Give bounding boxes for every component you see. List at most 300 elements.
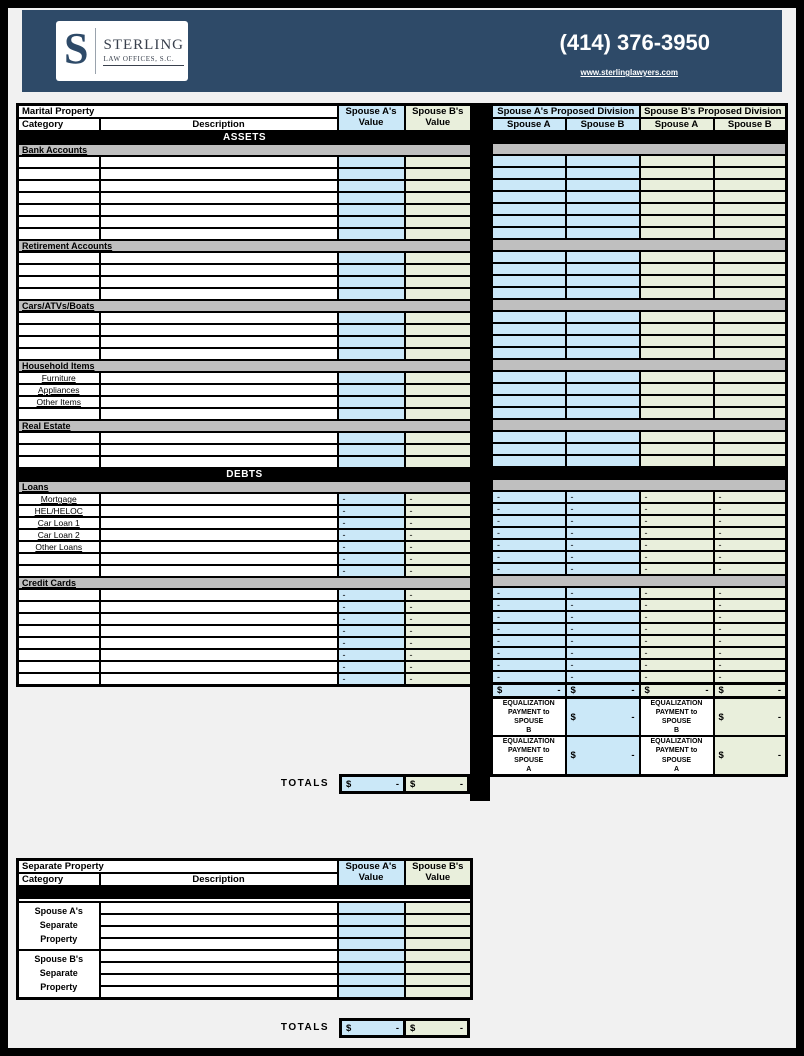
- value-cell-spouse-a[interactable]: [338, 914, 405, 926]
- division-value-cell[interactable]: [640, 251, 714, 263]
- value-cell-spouse-a[interactable]: [338, 396, 405, 408]
- category-cell[interactable]: [18, 673, 100, 686]
- division-value-cell[interactable]: [566, 251, 640, 263]
- category-cell[interactable]: [18, 649, 100, 661]
- category-cell[interactable]: [18, 625, 100, 637]
- division-value-cell[interactable]: [640, 155, 714, 167]
- description-cell[interactable]: [100, 288, 338, 300]
- division-value-cell[interactable]: [566, 155, 640, 167]
- description-cell[interactable]: [100, 673, 338, 686]
- division-value-cell[interactable]: [492, 347, 566, 359]
- division-value-cell[interactable]: -: [640, 647, 714, 659]
- value-cell-spouse-a[interactable]: [338, 974, 405, 986]
- description-cell[interactable]: [100, 456, 338, 468]
- value-cell-spouse-b[interactable]: [405, 216, 472, 228]
- division-value-cell[interactable]: -: [640, 671, 714, 684]
- value-cell-spouse-a[interactable]: [338, 444, 405, 456]
- division-value-cell[interactable]: -: [714, 611, 787, 623]
- division-value-cell[interactable]: -: [640, 623, 714, 635]
- value-cell-spouse-b[interactable]: -: [405, 637, 472, 649]
- division-value-cell[interactable]: [714, 431, 787, 443]
- category-cell[interactable]: [18, 348, 100, 360]
- value-cell-spouse-a[interactable]: [338, 276, 405, 288]
- description-cell[interactable]: [100, 252, 338, 264]
- value-cell-spouse-b[interactable]: [405, 372, 472, 384]
- value-cell-spouse-b[interactable]: -: [405, 541, 472, 553]
- division-value-cell[interactable]: -: [640, 611, 714, 623]
- description-cell[interactable]: [100, 553, 338, 565]
- division-value-cell[interactable]: -: [492, 587, 566, 599]
- category-cell[interactable]: [18, 264, 100, 276]
- division-value-cell[interactable]: [714, 155, 787, 167]
- marital-total-spouse-a[interactable]: [339, 774, 406, 794]
- division-value-cell[interactable]: [640, 167, 714, 179]
- division-value-cell[interactable]: -: [714, 503, 787, 515]
- equalization-value-cell[interactable]: [566, 736, 640, 775]
- value-cell-spouse-a[interactable]: -: [338, 661, 405, 673]
- value-cell-spouse-b[interactable]: -: [405, 565, 472, 577]
- value-cell-spouse-a[interactable]: [338, 192, 405, 204]
- value-cell-spouse-b[interactable]: [405, 336, 472, 348]
- value-cell-spouse-b[interactable]: -: [405, 529, 472, 541]
- division-value-cell[interactable]: [492, 443, 566, 455]
- category-cell[interactable]: [18, 432, 100, 444]
- description-cell[interactable]: [100, 372, 338, 384]
- category-cell[interactable]: [18, 168, 100, 180]
- division-value-cell[interactable]: [640, 203, 714, 215]
- division-value-cell[interactable]: [714, 167, 787, 179]
- category-cell[interactable]: [18, 312, 100, 324]
- division-value-cell[interactable]: -: [492, 563, 566, 575]
- description-cell[interactable]: [100, 312, 338, 324]
- division-value-cell[interactable]: [566, 203, 640, 215]
- division-value-cell[interactable]: [714, 287, 787, 299]
- division-value-cell[interactable]: -: [714, 515, 787, 527]
- division-value-cell[interactable]: [640, 431, 714, 443]
- category-cell[interactable]: [18, 444, 100, 456]
- value-cell-spouse-b[interactable]: [405, 444, 472, 456]
- division-value-cell[interactable]: -: [714, 527, 787, 539]
- division-value-cell[interactable]: -: [566, 635, 640, 647]
- division-value-cell[interactable]: -: [492, 515, 566, 527]
- description-cell[interactable]: [100, 493, 338, 505]
- separate-total-spouse-a[interactable]: [339, 1018, 406, 1038]
- division-value-cell[interactable]: -: [640, 551, 714, 563]
- division-value-cell[interactable]: [492, 263, 566, 275]
- category-cell[interactable]: [18, 396, 100, 408]
- division-value-cell[interactable]: [714, 371, 787, 383]
- value-cell-spouse-a[interactable]: -: [338, 565, 405, 577]
- marital-total-spouse-b[interactable]: [403, 774, 470, 794]
- value-cell-spouse-b[interactable]: [405, 348, 472, 360]
- division-value-cell[interactable]: [492, 203, 566, 215]
- value-cell-spouse-b[interactable]: [405, 264, 472, 276]
- value-cell-spouse-b[interactable]: -: [405, 661, 472, 673]
- description-cell[interactable]: [100, 276, 338, 288]
- division-value-cell[interactable]: -: [714, 563, 787, 575]
- division-value-cell[interactable]: [492, 275, 566, 287]
- description-cell[interactable]: [100, 565, 338, 577]
- description-cell[interactable]: [100, 444, 338, 456]
- division-value-cell[interactable]: [714, 443, 787, 455]
- division-value-cell[interactable]: [640, 455, 714, 467]
- value-cell-spouse-b[interactable]: [405, 926, 472, 938]
- value-cell-spouse-b[interactable]: [405, 288, 472, 300]
- description-cell[interactable]: [100, 950, 338, 962]
- category-cell[interactable]: [18, 180, 100, 192]
- value-cell-spouse-b[interactable]: -: [405, 553, 472, 565]
- division-value-cell[interactable]: -: [714, 647, 787, 659]
- division-value-cell[interactable]: -: [566, 623, 640, 635]
- division-value-cell[interactable]: -: [492, 503, 566, 515]
- description-cell[interactable]: [100, 974, 338, 986]
- division-value-cell[interactable]: [492, 227, 566, 239]
- division-value-cell[interactable]: [640, 323, 714, 335]
- value-cell-spouse-a[interactable]: -: [338, 637, 405, 649]
- category-cell[interactable]: [18, 601, 100, 613]
- value-cell-spouse-a[interactable]: -: [338, 589, 405, 601]
- category-cell[interactable]: [18, 565, 100, 577]
- value-cell-spouse-b[interactable]: [405, 962, 472, 974]
- category-cell[interactable]: [18, 408, 100, 420]
- description-cell[interactable]: [100, 156, 338, 168]
- division-value-cell[interactable]: -: [640, 635, 714, 647]
- division-value-cell[interactable]: -: [492, 635, 566, 647]
- division-value-cell[interactable]: [714, 275, 787, 287]
- division-value-cell[interactable]: [566, 347, 640, 359]
- division-value-cell[interactable]: [566, 263, 640, 275]
- value-cell-spouse-a[interactable]: -: [338, 505, 405, 517]
- description-cell[interactable]: [100, 938, 338, 950]
- description-cell[interactable]: [100, 902, 338, 914]
- division-value-cell[interactable]: [714, 203, 787, 215]
- division-value-cell[interactable]: -: [492, 551, 566, 563]
- division-value-cell[interactable]: [566, 179, 640, 191]
- division-value-cell[interactable]: -: [566, 527, 640, 539]
- division-value-cell[interactable]: -: [566, 551, 640, 563]
- value-cell-spouse-a[interactable]: [338, 204, 405, 216]
- division-value-cell[interactable]: -: [714, 659, 787, 671]
- division-value-cell[interactable]: -: [566, 563, 640, 575]
- category-cell[interactable]: [18, 276, 100, 288]
- category-cell[interactable]: [18, 216, 100, 228]
- description-cell[interactable]: [100, 324, 338, 336]
- category-cell[interactable]: [18, 336, 100, 348]
- category-cell[interactable]: [18, 637, 100, 649]
- division-value-cell[interactable]: -: [492, 527, 566, 539]
- division-value-cell[interactable]: [714, 383, 787, 395]
- division-value-cell[interactable]: [714, 215, 787, 227]
- description-cell[interactable]: [100, 168, 338, 180]
- description-cell[interactable]: [100, 601, 338, 613]
- description-cell[interactable]: [100, 216, 338, 228]
- value-cell-spouse-b[interactable]: -: [405, 625, 472, 637]
- value-cell-spouse-b[interactable]: [405, 396, 472, 408]
- value-cell-spouse-a[interactable]: [338, 938, 405, 950]
- description-cell[interactable]: [100, 517, 338, 529]
- division-value-cell[interactable]: -: [492, 611, 566, 623]
- division-value-cell[interactable]: [492, 167, 566, 179]
- category-cell[interactable]: [18, 228, 100, 240]
- value-cell-spouse-b[interactable]: -: [405, 613, 472, 625]
- value-cell-spouse-a[interactable]: [338, 432, 405, 444]
- value-cell-spouse-a[interactable]: -: [338, 649, 405, 661]
- value-cell-spouse-b[interactable]: [405, 312, 472, 324]
- division-value-cell[interactable]: [492, 179, 566, 191]
- value-cell-spouse-b[interactable]: [405, 168, 472, 180]
- division-value-cell[interactable]: -: [714, 599, 787, 611]
- division-value-cell[interactable]: [492, 191, 566, 203]
- division-value-cell[interactable]: [566, 215, 640, 227]
- category-cell[interactable]: [18, 541, 100, 553]
- description-cell[interactable]: [100, 396, 338, 408]
- value-cell-spouse-b[interactable]: -: [405, 673, 472, 686]
- division-value-cell[interactable]: [566, 311, 640, 323]
- value-cell-spouse-b[interactable]: [405, 432, 472, 444]
- description-cell[interactable]: [100, 914, 338, 926]
- value-cell-spouse-b[interactable]: [405, 204, 472, 216]
- description-cell[interactable]: [100, 348, 338, 360]
- division-value-cell[interactable]: [640, 227, 714, 239]
- category-cell[interactable]: [18, 372, 100, 384]
- description-cell[interactable]: [100, 384, 338, 396]
- value-cell-spouse-a[interactable]: [338, 902, 405, 914]
- value-cell-spouse-a[interactable]: -: [338, 613, 405, 625]
- division-value-cell[interactable]: -: [714, 671, 787, 684]
- value-cell-spouse-a[interactable]: [338, 926, 405, 938]
- category-cell[interactable]: [18, 288, 100, 300]
- division-value-cell[interactable]: [566, 383, 640, 395]
- division-value-cell[interactable]: [640, 443, 714, 455]
- description-cell[interactable]: [100, 589, 338, 601]
- division-value-cell[interactable]: [640, 287, 714, 299]
- division-value-cell[interactable]: [492, 371, 566, 383]
- description-cell[interactable]: [100, 204, 338, 216]
- description-cell[interactable]: [100, 661, 338, 673]
- category-cell[interactable]: [18, 192, 100, 204]
- division-value-cell[interactable]: [714, 227, 787, 239]
- value-cell-spouse-a[interactable]: -: [338, 517, 405, 529]
- division-value-cell[interactable]: [714, 407, 787, 419]
- division-value-cell[interactable]: [492, 383, 566, 395]
- division-value-cell[interactable]: [640, 383, 714, 395]
- division-value-cell[interactable]: [714, 455, 787, 467]
- division-value-cell[interactable]: [640, 311, 714, 323]
- description-cell[interactable]: [100, 529, 338, 541]
- division-value-cell[interactable]: -: [492, 599, 566, 611]
- division-value-cell[interactable]: [492, 407, 566, 419]
- value-cell-spouse-b[interactable]: [405, 252, 472, 264]
- division-value-cell[interactable]: [640, 275, 714, 287]
- value-cell-spouse-a[interactable]: [338, 324, 405, 336]
- value-cell-spouse-b[interactable]: [405, 228, 472, 240]
- division-value-cell[interactable]: [566, 455, 640, 467]
- division-value-cell[interactable]: [640, 191, 714, 203]
- division-value-cell[interactable]: [714, 263, 787, 275]
- category-cell[interactable]: [18, 517, 100, 529]
- category-cell[interactable]: [18, 204, 100, 216]
- category-cell[interactable]: [18, 156, 100, 168]
- division-value-cell[interactable]: -: [640, 587, 714, 599]
- value-cell-spouse-b[interactable]: [405, 384, 472, 396]
- value-cell-spouse-b[interactable]: -: [405, 649, 472, 661]
- value-cell-spouse-b[interactable]: [405, 192, 472, 204]
- value-cell-spouse-a[interactable]: [338, 228, 405, 240]
- division-value-cell[interactable]: [566, 371, 640, 383]
- description-cell[interactable]: [100, 408, 338, 420]
- value-cell-spouse-b[interactable]: [405, 938, 472, 950]
- value-cell-spouse-a[interactable]: -: [338, 529, 405, 541]
- description-cell[interactable]: [100, 505, 338, 517]
- category-cell[interactable]: [18, 529, 100, 541]
- division-value-cell[interactable]: [714, 335, 787, 347]
- division-value-cell[interactable]: -: [492, 659, 566, 671]
- division-value-cell[interactable]: [714, 179, 787, 191]
- value-cell-spouse-b[interactable]: [405, 986, 472, 998]
- division-value-cell[interactable]: [640, 395, 714, 407]
- division-value-cell[interactable]: -: [566, 659, 640, 671]
- value-cell-spouse-a[interactable]: [338, 372, 405, 384]
- division-value-cell[interactable]: [492, 431, 566, 443]
- category-cell[interactable]: [18, 324, 100, 336]
- division-value-cell[interactable]: -: [640, 503, 714, 515]
- division-value-cell[interactable]: [492, 287, 566, 299]
- division-value-cell[interactable]: [566, 191, 640, 203]
- value-cell-spouse-a[interactable]: [338, 216, 405, 228]
- division-value-cell[interactable]: [640, 335, 714, 347]
- description-cell[interactable]: [100, 228, 338, 240]
- division-value-cell[interactable]: -: [640, 491, 714, 503]
- category-cell[interactable]: [18, 505, 100, 517]
- value-cell-spouse-b[interactable]: [405, 408, 472, 420]
- value-cell-spouse-a[interactable]: -: [338, 493, 405, 505]
- division-value-cell[interactable]: -: [640, 539, 714, 551]
- value-cell-spouse-b[interactable]: [405, 276, 472, 288]
- division-value-cell[interactable]: -: [566, 515, 640, 527]
- value-cell-spouse-b[interactable]: -: [405, 505, 472, 517]
- division-value-cell[interactable]: [714, 191, 787, 203]
- division-value-cell[interactable]: -: [714, 491, 787, 503]
- division-value-cell[interactable]: -: [714, 539, 787, 551]
- description-cell[interactable]: [100, 541, 338, 553]
- value-cell-spouse-a[interactable]: -: [338, 541, 405, 553]
- description-cell[interactable]: [100, 962, 338, 974]
- division-value-cell[interactable]: -: [492, 647, 566, 659]
- value-cell-spouse-a[interactable]: [338, 950, 405, 962]
- equalization-value-cell[interactable]: [714, 698, 787, 737]
- equalization-value-cell[interactable]: [714, 736, 787, 775]
- value-cell-spouse-a[interactable]: [338, 252, 405, 264]
- description-cell[interactable]: [100, 180, 338, 192]
- division-value-cell[interactable]: -: [566, 539, 640, 551]
- value-cell-spouse-a[interactable]: [338, 384, 405, 396]
- value-cell-spouse-a[interactable]: [338, 336, 405, 348]
- value-cell-spouse-b[interactable]: -: [405, 517, 472, 529]
- division-value-cell[interactable]: [714, 251, 787, 263]
- division-value-cell[interactable]: [640, 179, 714, 191]
- category-cell[interactable]: [18, 613, 100, 625]
- division-value-cell[interactable]: [492, 215, 566, 227]
- value-cell-spouse-a[interactable]: [338, 312, 405, 324]
- division-value-cell[interactable]: -: [492, 491, 566, 503]
- value-cell-spouse-a[interactable]: [338, 180, 405, 192]
- division-value-cell[interactable]: [640, 215, 714, 227]
- value-cell-spouse-a[interactable]: -: [338, 625, 405, 637]
- division-value-cell[interactable]: [492, 311, 566, 323]
- value-cell-spouse-b[interactable]: [405, 156, 472, 168]
- division-value-cell[interactable]: -: [640, 527, 714, 539]
- division-value-cell[interactable]: [640, 407, 714, 419]
- value-cell-spouse-a[interactable]: [338, 986, 405, 998]
- value-cell-spouse-b[interactable]: [405, 950, 472, 962]
- division-value-cell[interactable]: [566, 335, 640, 347]
- division-value-cell[interactable]: [566, 287, 640, 299]
- division-value-cell[interactable]: [566, 431, 640, 443]
- division-value-cell[interactable]: -: [492, 671, 566, 684]
- division-value-cell[interactable]: [714, 395, 787, 407]
- equalization-value-cell[interactable]: [566, 698, 640, 737]
- description-cell[interactable]: [100, 336, 338, 348]
- description-cell[interactable]: [100, 649, 338, 661]
- value-cell-spouse-a[interactable]: -: [338, 553, 405, 565]
- value-cell-spouse-b[interactable]: [405, 974, 472, 986]
- category-cell[interactable]: [18, 553, 100, 565]
- division-value-cell[interactable]: [566, 323, 640, 335]
- division-value-cell[interactable]: [566, 407, 640, 419]
- value-cell-spouse-a[interactable]: [338, 264, 405, 276]
- division-value-cell[interactable]: [566, 395, 640, 407]
- division-value-cell[interactable]: -: [566, 503, 640, 515]
- division-value-cell[interactable]: [566, 443, 640, 455]
- value-cell-spouse-a[interactable]: [338, 348, 405, 360]
- division-value-cell[interactable]: -: [640, 599, 714, 611]
- division-value-cell[interactable]: -: [714, 623, 787, 635]
- value-cell-spouse-b[interactable]: [405, 324, 472, 336]
- category-cell[interactable]: [18, 661, 100, 673]
- description-cell[interactable]: [100, 613, 338, 625]
- division-value-cell[interactable]: [492, 455, 566, 467]
- division-value-cell[interactable]: [492, 395, 566, 407]
- division-value-cell[interactable]: -: [492, 539, 566, 551]
- description-cell[interactable]: [100, 637, 338, 649]
- division-value-cell[interactable]: [566, 167, 640, 179]
- description-cell[interactable]: [100, 192, 338, 204]
- description-cell[interactable]: [100, 264, 338, 276]
- division-value-cell[interactable]: [714, 311, 787, 323]
- category-cell[interactable]: [18, 252, 100, 264]
- value-cell-spouse-a[interactable]: [338, 962, 405, 974]
- division-value-cell[interactable]: [492, 335, 566, 347]
- value-cell-spouse-b[interactable]: -: [405, 601, 472, 613]
- division-value-cell[interactable]: -: [714, 587, 787, 599]
- division-value-cell[interactable]: -: [640, 563, 714, 575]
- value-cell-spouse-a[interactable]: -: [338, 673, 405, 686]
- separate-total-spouse-b[interactable]: [403, 1018, 470, 1038]
- value-cell-spouse-b[interactable]: -: [405, 493, 472, 505]
- value-cell-spouse-a[interactable]: [338, 456, 405, 468]
- website-link[interactable]: www.sterlinglawyers.com: [580, 68, 678, 77]
- division-value-cell[interactable]: -: [566, 587, 640, 599]
- category-cell[interactable]: [18, 456, 100, 468]
- division-value-cell[interactable]: -: [714, 551, 787, 563]
- value-cell-spouse-b[interactable]: [405, 914, 472, 926]
- division-value-cell[interactable]: -: [566, 491, 640, 503]
- division-value-cell[interactable]: [492, 251, 566, 263]
- division-value-cell[interactable]: -: [714, 635, 787, 647]
- category-cell[interactable]: [18, 589, 100, 601]
- value-cell-spouse-b[interactable]: [405, 456, 472, 468]
- value-cell-spouse-a[interactable]: [338, 288, 405, 300]
